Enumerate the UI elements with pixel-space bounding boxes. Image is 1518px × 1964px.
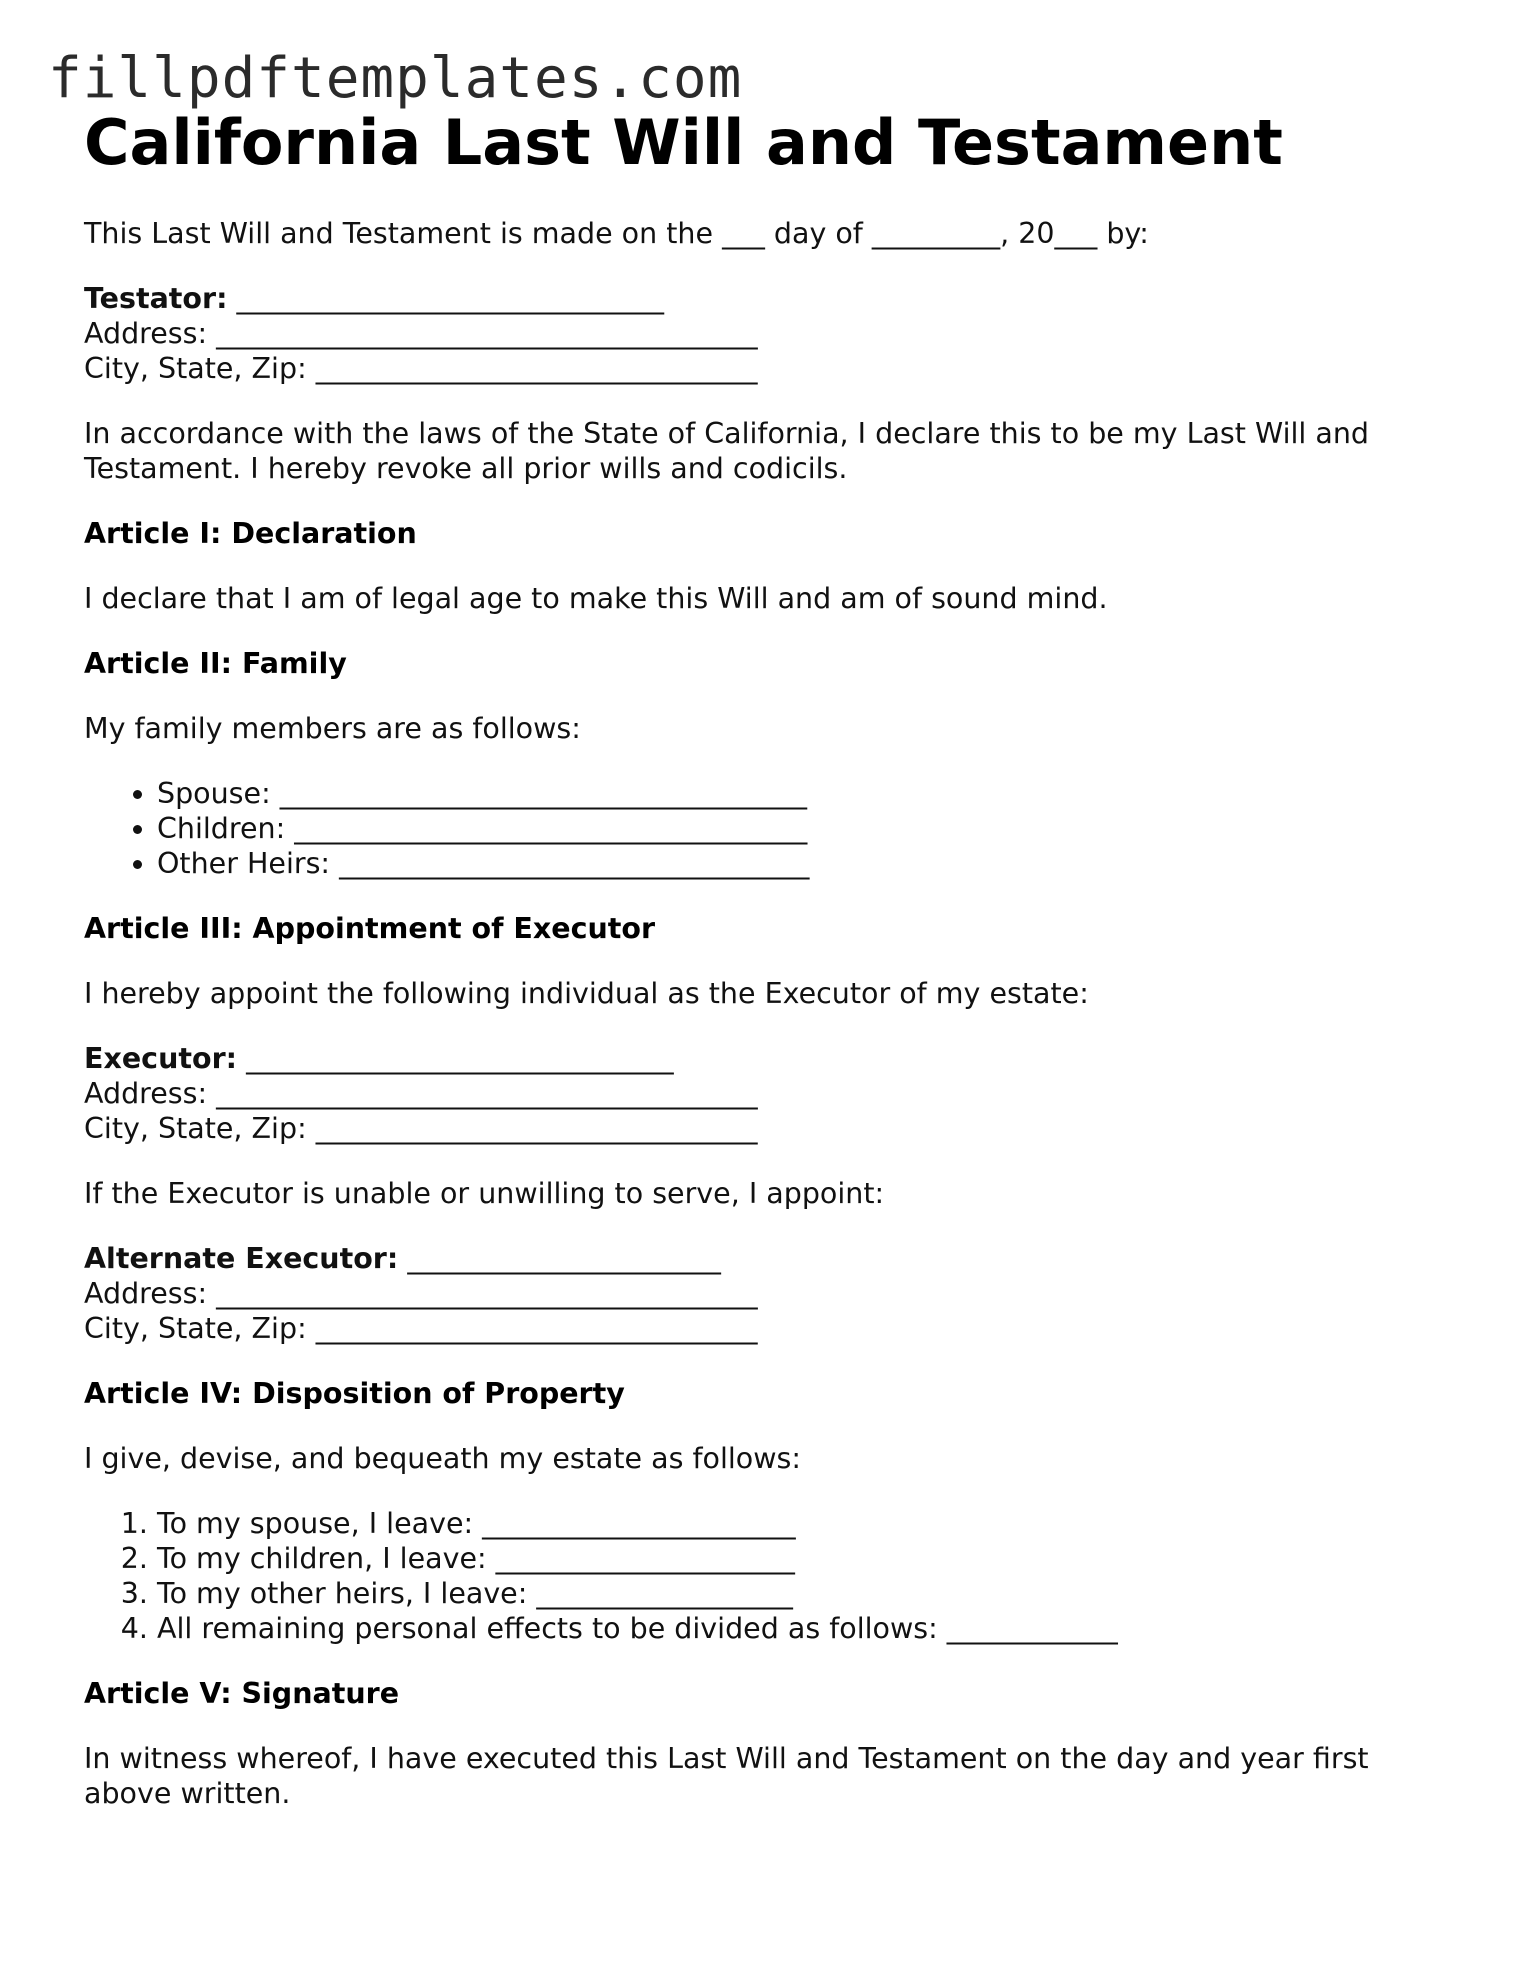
property-children-item[interactable]: 2. To my children, I leave: _____________________ — [157, 1541, 1444, 1576]
property-remaining-item[interactable]: 4. All remaining personal effects to be divided as follows: ____________ — [157, 1611, 1444, 1646]
article-2-heading: Article II: Family — [84, 647, 347, 680]
testator-city-line[interactable]: City, State, Zip: _______________________________ — [84, 352, 758, 385]
executor-city-line[interactable]: City, State, Zip: _______________________________ — [84, 1112, 758, 1145]
alternate-executor-name-blank[interactable]: ______________________ — [407, 1242, 721, 1275]
article-3-text: I hereby appoint the following individual as the Executor of my estate: — [84, 977, 1089, 1010]
testator-name-blank[interactable]: ______________________________ — [236, 282, 665, 315]
family-spouse-item[interactable]: • Spouse: _____________________________________ — [157, 776, 1444, 811]
article-3-heading: Article III: Appointment of Executor — [84, 912, 656, 945]
executor-address-line[interactable]: Address: ______________________________________ — [84, 1077, 758, 1110]
declaration-text: In accordance with the laws of the State of California, I declare this to be my Last Will and Testament. I hereby revoke all prior wills and codicils. — [84, 417, 1370, 485]
document-page — [84, 102, 1444, 1811]
family-other-heirs-item[interactable]: • Other Heirs: _________________________________ — [157, 846, 1444, 881]
family-children-item[interactable]: • Children: ____________________________________ — [157, 811, 1444, 846]
alternate-executor-label: Alternate Executor: — [84, 1242, 399, 1275]
testator-label: Testator: — [84, 282, 228, 315]
article-1-text: I declare that I am of legal age to make this Will and am of sound mind. — [84, 582, 1108, 615]
intro-text: This Last Will and Testament is made on the ___ day of _________, 20___ by: — [84, 217, 1149, 250]
article-2-text: My family members are as follows: — [84, 712, 581, 745]
property-other-heirs-item[interactable]: 3. To my other heirs, I leave: __________________ — [157, 1576, 1444, 1611]
executor-block — [84, 1041, 1444, 1146]
article-4-text: I give, devise, and bequeath my estate as follows: — [84, 1442, 802, 1475]
document-title: California Last Will and Testament — [84, 106, 1283, 179]
executor-line — [84, 1041, 1444, 1076]
property-spouse-item[interactable]: 1. To my spouse, I leave: ______________________ — [157, 1506, 1444, 1541]
executor-name-blank[interactable]: ______________________________ — [246, 1042, 674, 1075]
alternate-executor-block — [84, 1241, 1444, 1346]
alternate-executor-address-line[interactable]: Address: ______________________________________ — [84, 1277, 758, 1310]
article-1-heading: Article I: Declaration — [84, 517, 417, 550]
article-4-heading: Article IV: Disposition of Property — [84, 1377, 625, 1410]
testator-block — [84, 281, 1444, 386]
testator-line — [84, 281, 1444, 316]
alternate-intro-text: If the Executor is unable or unwilling to serve, I appoint: — [84, 1177, 885, 1210]
family-list — [84, 776, 1444, 881]
article-5-heading: Article V: Signature — [84, 1677, 400, 1710]
property-list — [84, 1506, 1444, 1646]
alternate-executor-line — [84, 1241, 1444, 1276]
watermark: fillpdftemplates.com — [48, 46, 743, 111]
testator-address-line[interactable]: Address: ______________________________________ — [84, 317, 758, 350]
executor-label: Executor: — [84, 1042, 238, 1075]
alternate-executor-city-line[interactable]: City, State, Zip: _______________________________ — [84, 1312, 758, 1345]
article-5-text: In witness whereof, I have executed this Last Will and Testament on the day and year first above written. — [84, 1742, 1369, 1810]
